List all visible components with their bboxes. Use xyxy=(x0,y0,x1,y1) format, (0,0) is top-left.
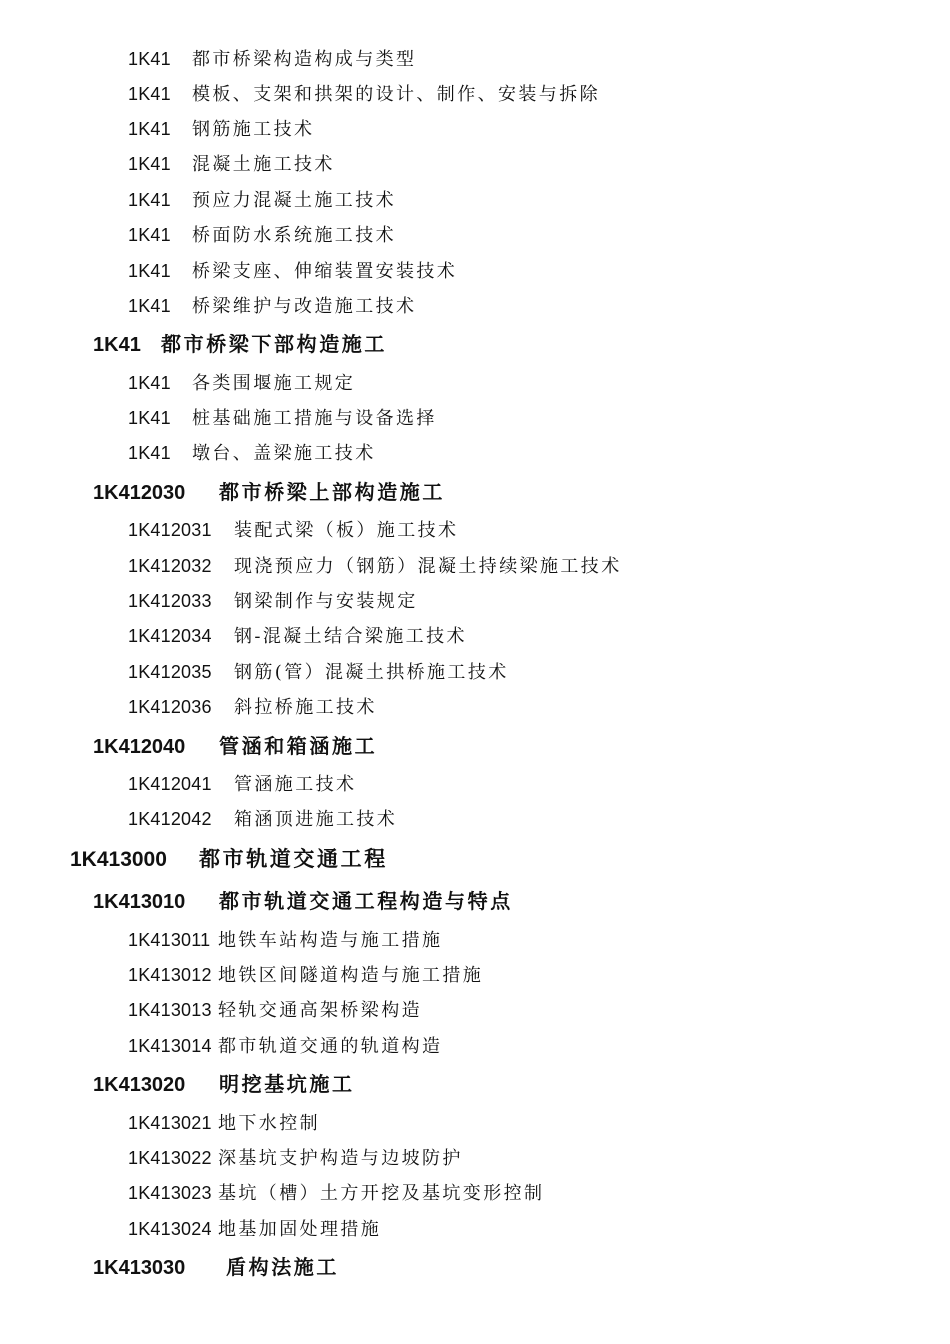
toc-entry xyxy=(128,1220,381,1239)
toc-entry-code: 1K41 xyxy=(128,84,171,104)
toc-entry xyxy=(128,775,356,794)
toc-entry-code: 1K413021 xyxy=(128,1113,212,1133)
toc-entry-title: 桥梁支座、伸缩装置安装技术 xyxy=(192,261,458,282)
toc-entry xyxy=(128,521,458,540)
toc-subsection-heading xyxy=(93,334,387,355)
toc-entry-title: 钢梁制作与安装规定 xyxy=(234,591,418,612)
toc-entry-code: 1K41 xyxy=(128,373,171,393)
toc-entry-title: 地铁车站构造与施工措施 xyxy=(218,930,443,951)
toc-entry-title: 钢筋施工技术 xyxy=(192,119,315,140)
toc-entry-code: 1K412035 xyxy=(128,662,212,682)
toc-entry xyxy=(128,50,416,69)
toc-entry xyxy=(128,226,396,245)
toc-entry-code: 1K412034 xyxy=(128,626,212,646)
toc-entry-code: 1K41 xyxy=(128,49,171,69)
toc-subsection-title: 明挖基坑施工 xyxy=(219,1072,355,1096)
toc-entry-title: 桩基础施工措施与设备选择 xyxy=(192,408,437,429)
toc-entry xyxy=(128,931,442,950)
toc-entry xyxy=(128,1037,442,1056)
toc-entry-title: 装配式梁（板）施工技术 xyxy=(234,520,459,541)
toc-entry-code: 1K41 xyxy=(128,119,171,139)
toc-entry-code: 1K413013 xyxy=(128,1000,212,1020)
toc-entry-title: 斜拉桥施工技术 xyxy=(234,697,377,718)
toc-entry-code: 1K41 xyxy=(128,296,171,316)
toc-subsection-code: 1K413020 xyxy=(93,1074,186,1096)
toc-entry xyxy=(128,297,416,316)
toc-section-heading xyxy=(70,848,388,870)
toc-entry-code: 1K412032 xyxy=(128,556,212,576)
toc-entry-title: 都市轨道交通的轨道构造 xyxy=(218,1036,443,1057)
toc-entry xyxy=(128,1184,544,1203)
toc-entry xyxy=(128,262,457,281)
toc-subsection-code: 1K412040 xyxy=(93,736,186,758)
toc-subsection-title: 都市桥梁下部构造施工 xyxy=(161,332,387,356)
toc-entry xyxy=(128,557,622,576)
toc-section-title: 都市轨道交通工程 xyxy=(199,846,388,871)
toc-entry-title: 深基坑支护构造与边坡防护 xyxy=(218,1148,463,1169)
toc-entry-title: 桥梁维护与改造施工技术 xyxy=(192,296,417,317)
toc-entry xyxy=(128,1001,422,1020)
toc-entry-title: 现浇预应力（钢筋）混凝土持续梁施工技术 xyxy=(234,556,622,577)
toc-entry-code: 1K412041 xyxy=(128,774,212,794)
toc-subsection-heading xyxy=(93,482,445,503)
toc-entry-title: 地铁区间隧道构造与施工措施 xyxy=(218,965,484,986)
toc-entry xyxy=(128,155,335,174)
toc-entry-title: 基坑（槽）土方开挖及基坑变形控制 xyxy=(218,1183,545,1204)
toc-entry-code: 1K41 xyxy=(128,190,171,210)
toc-entry xyxy=(128,1149,463,1168)
toc-subsection-code: 1K41 xyxy=(93,334,141,356)
toc-entry-title: 各类围堰施工规定 xyxy=(192,373,356,394)
toc-subsection-title: 管涵和箱涵施工 xyxy=(219,734,378,758)
toc-entry-title: 墩台、盖梁施工技术 xyxy=(192,443,376,464)
toc-entry xyxy=(128,374,355,393)
toc-entry-code: 1K413024 xyxy=(128,1219,212,1239)
toc-subsection-heading xyxy=(93,1074,355,1095)
toc-entry-code: 1K413022 xyxy=(128,1148,212,1168)
toc-subsection-code: 1K413030 xyxy=(93,1257,186,1279)
toc-entry-code: 1K41 xyxy=(128,225,171,245)
toc-entry-title: 桥面防水系统施工技术 xyxy=(192,225,396,246)
toc-entry-code: 1K413014 xyxy=(128,1036,212,1056)
toc-entry-title: 轻轨交通高架桥梁构造 xyxy=(218,1000,422,1021)
toc-subsection-title: 都市轨道交通工程构造与特点 xyxy=(219,889,513,913)
toc-entry-code: 1K412036 xyxy=(128,697,212,717)
toc-entry-code: 1K41 xyxy=(128,154,171,174)
toc-entry-title: 箱涵顶进施工技术 xyxy=(234,809,398,830)
toc-subsection-heading xyxy=(93,1257,339,1278)
toc-entry xyxy=(128,444,376,463)
toc-subsection-code: 1K412030 xyxy=(93,482,186,504)
toc-entry-title: 钢筋(管）混凝土拱桥施工技术 xyxy=(234,662,509,683)
toc-entry-code: 1K413011 xyxy=(128,930,211,950)
toc-entry xyxy=(128,1114,320,1133)
toc-entry xyxy=(128,810,397,829)
toc-entry-code: 1K41 xyxy=(128,408,171,428)
toc-entry-code: 1K413023 xyxy=(128,1183,212,1203)
toc-subsection-heading xyxy=(93,891,513,912)
toc-entry-title: 预应力混凝土施工技术 xyxy=(192,190,396,211)
toc-entry-title: 地下水控制 xyxy=(218,1113,320,1134)
toc-subsection-code: 1K413010 xyxy=(93,891,186,913)
toc-entry-title: 模板、支架和拱架的设计、制作、安装与拆除 xyxy=(192,84,600,105)
toc-entry-code: 1K412042 xyxy=(128,809,212,829)
toc-entry xyxy=(128,85,600,104)
toc-entry xyxy=(128,663,509,682)
toc-entry-code: 1K41 xyxy=(128,443,171,463)
toc-entry xyxy=(128,120,314,139)
toc-entry xyxy=(128,966,483,985)
toc-entry-code: 1K413012 xyxy=(128,965,212,985)
toc-entry xyxy=(128,191,396,210)
toc-entry-title: 地基加固处理措施 xyxy=(218,1219,382,1240)
toc-subsection-title: 都市桥梁上部构造施工 xyxy=(219,480,445,504)
toc-entry-title: 都市桥梁构造构成与类型 xyxy=(192,49,417,70)
toc-entry-title: 混凝土施工技术 xyxy=(192,154,335,175)
toc-entry xyxy=(128,592,418,611)
toc-entry-title: 管涵施工技术 xyxy=(234,774,357,795)
toc-entry xyxy=(128,627,467,646)
toc-entry xyxy=(128,698,377,717)
toc-subsection-title: 盾构法施工 xyxy=(226,1255,339,1279)
toc-entry xyxy=(128,409,437,428)
toc-section-code: 1K413000 xyxy=(70,848,167,871)
toc-subsection-heading xyxy=(93,736,377,757)
toc-entry-code: 1K41 xyxy=(128,261,171,281)
toc-entry-code: 1K412033 xyxy=(128,591,212,611)
toc-entry-title: 钢-混凝土结合梁施工技术 xyxy=(234,626,467,647)
toc-entry-code: 1K412031 xyxy=(128,520,212,540)
